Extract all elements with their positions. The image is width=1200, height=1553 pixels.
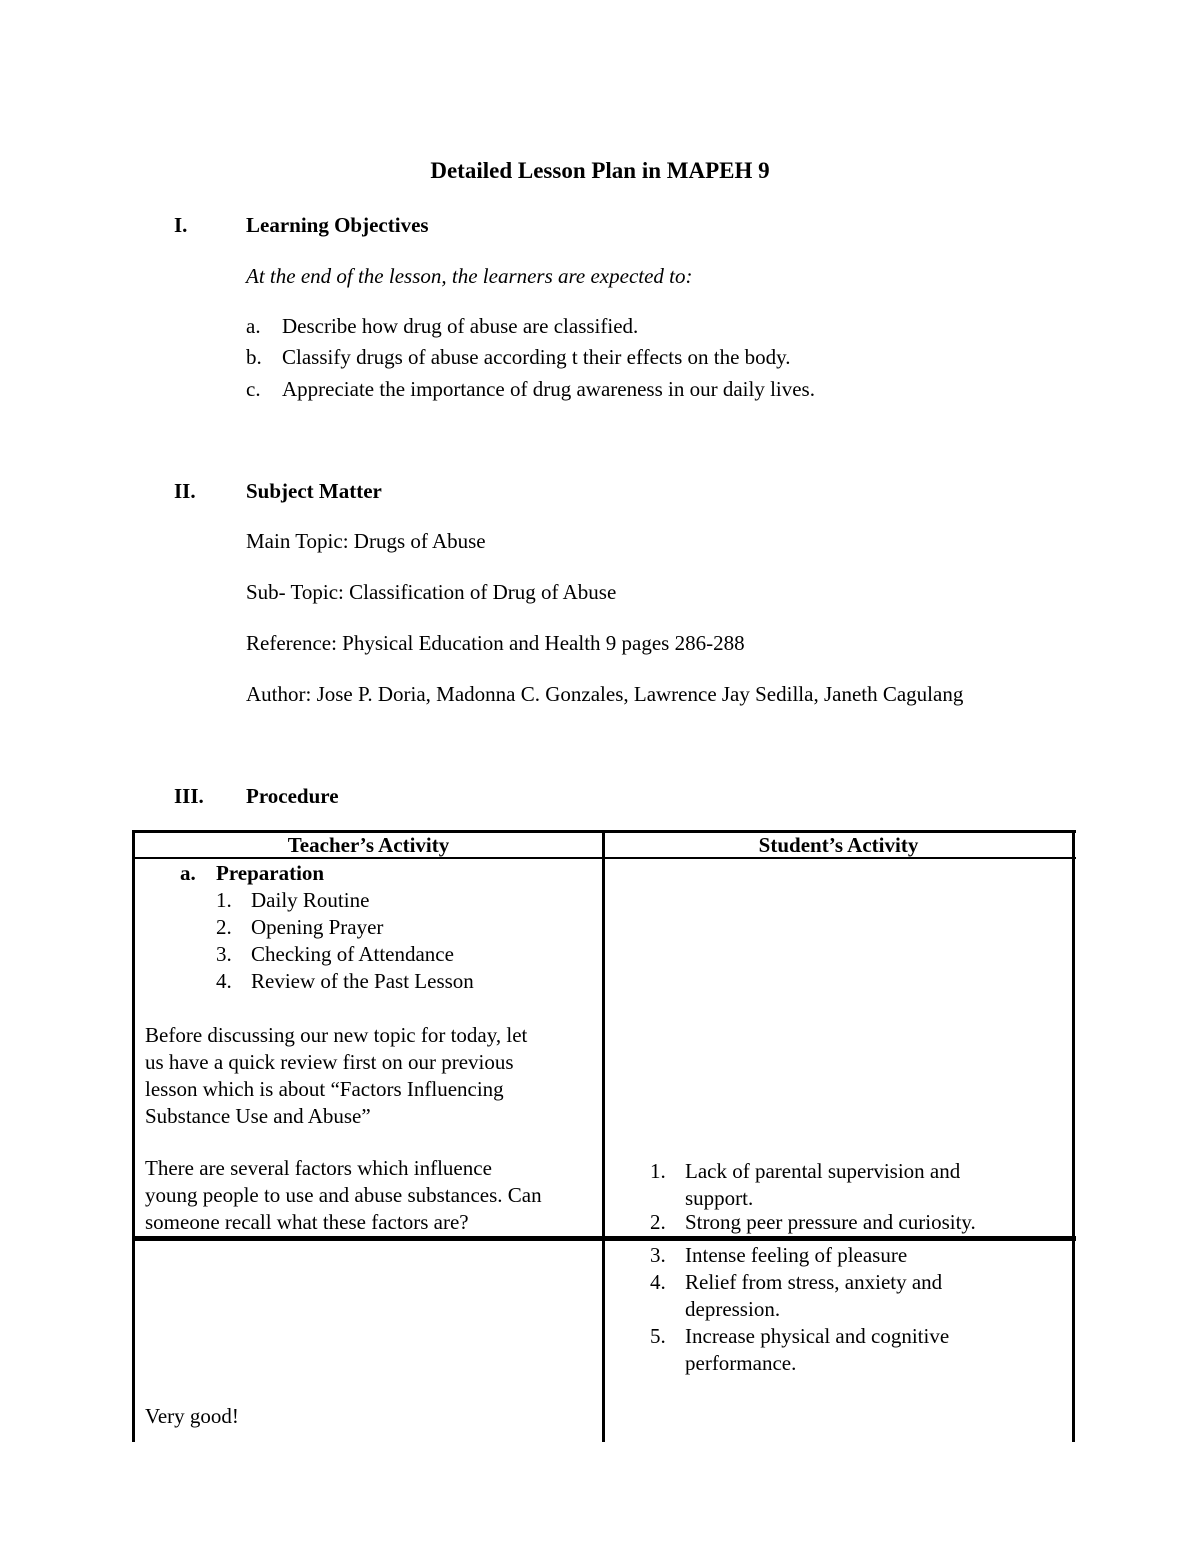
- answer-text: Lack of parental supervision and: [685, 1159, 961, 1183]
- preparation-letter: a.: [180, 861, 196, 885]
- review-paragraph-line: lesson which is about “Factors Influencing: [145, 1077, 504, 1101]
- answer-number: 1.: [650, 1159, 666, 1183]
- answer-text: Increase physical and cognitive: [685, 1324, 950, 1348]
- prep-item-text: Opening Prayer: [251, 915, 384, 939]
- prep-item-number: 2.: [216, 915, 232, 939]
- answer-number: 2.: [650, 1210, 666, 1234]
- review-paragraph-line: Substance Use and Abuse”: [145, 1104, 371, 1128]
- answer-text: Intense feeling of pleasure: [685, 1243, 908, 1267]
- prep-item-text: Daily Routine: [251, 888, 370, 912]
- objective-letter: b.: [246, 345, 262, 369]
- procedure-table: [132, 830, 1076, 1442]
- table-border: [602, 830, 605, 1442]
- section-3-number: III.: [174, 784, 204, 808]
- answer-number: 4.: [650, 1270, 666, 1294]
- section-2-title: Subject Matter: [246, 479, 382, 503]
- answer-text: depression.: [685, 1297, 781, 1321]
- question-paragraph-line: someone recall what these factors are?: [145, 1210, 469, 1234]
- prep-item-text: Checking of Attendance: [251, 942, 454, 966]
- document-title: Detailed Lesson Plan in MAPEH 9: [430, 158, 770, 183]
- answer-number: 5.: [650, 1324, 666, 1348]
- prep-item-number: 1.: [216, 888, 232, 912]
- table-border: [132, 830, 135, 1442]
- author: Author: Jose P. Doria, Madonna C. Gonzales, Lawrence Jay Sedilla, Janeth Cagulang: [246, 682, 964, 706]
- table-border: [1072, 830, 1075, 1442]
- header-teacher-activity: Teacher’s Activity: [287, 833, 450, 857]
- answer-text: Strong peer pressure and curiosity.: [685, 1210, 976, 1234]
- objective-text: Appreciate the importance of drug awareness in our daily lives.: [282, 377, 815, 401]
- objective-letter: a.: [246, 314, 261, 338]
- section-2-number: II.: [174, 479, 196, 503]
- prep-item-number: 3.: [216, 942, 232, 966]
- prep-item-text: Review of the Past Lesson: [251, 969, 474, 993]
- answer-text: Relief from stress, anxiety and: [685, 1270, 943, 1294]
- section-3-title: Procedure: [246, 784, 339, 808]
- objective-text: Classify drugs of abuse according t their effects on the body.: [282, 345, 791, 369]
- sub-topic: Sub- Topic: Classification of Drug of Abuse: [246, 580, 617, 604]
- answer-text: support.: [685, 1186, 754, 1210]
- preparation-title: Preparation: [216, 861, 325, 885]
- objectives-intro: At the end of the lesson, the learners are expected to:: [246, 264, 693, 288]
- answer-text: performance.: [685, 1351, 797, 1375]
- review-paragraph-line: Before discussing our new topic for today, let: [145, 1023, 528, 1047]
- objective-letter: c.: [246, 377, 261, 401]
- question-paragraph-line: There are several factors which influence: [145, 1156, 492, 1180]
- main-topic: Main Topic: Drugs of Abuse: [246, 529, 486, 553]
- review-paragraph-line: us have a quick review first on our previous: [145, 1050, 514, 1074]
- objective-text: Describe how drug of abuse are classified.: [282, 314, 639, 338]
- teacher-feedback: Very good!: [145, 1404, 239, 1428]
- answer-number: 3.: [650, 1243, 666, 1267]
- prep-item-number: 4.: [216, 969, 232, 993]
- question-paragraph-line: young people to use and abuse substances. Can: [145, 1183, 542, 1207]
- header-student-activity: Student’s Activity: [758, 833, 919, 857]
- reference: Reference: Physical Education and Health 9 pages 286-288: [246, 631, 745, 655]
- section-1-title: Learning Objectives: [246, 213, 429, 237]
- section-1-number: I.: [174, 213, 188, 237]
